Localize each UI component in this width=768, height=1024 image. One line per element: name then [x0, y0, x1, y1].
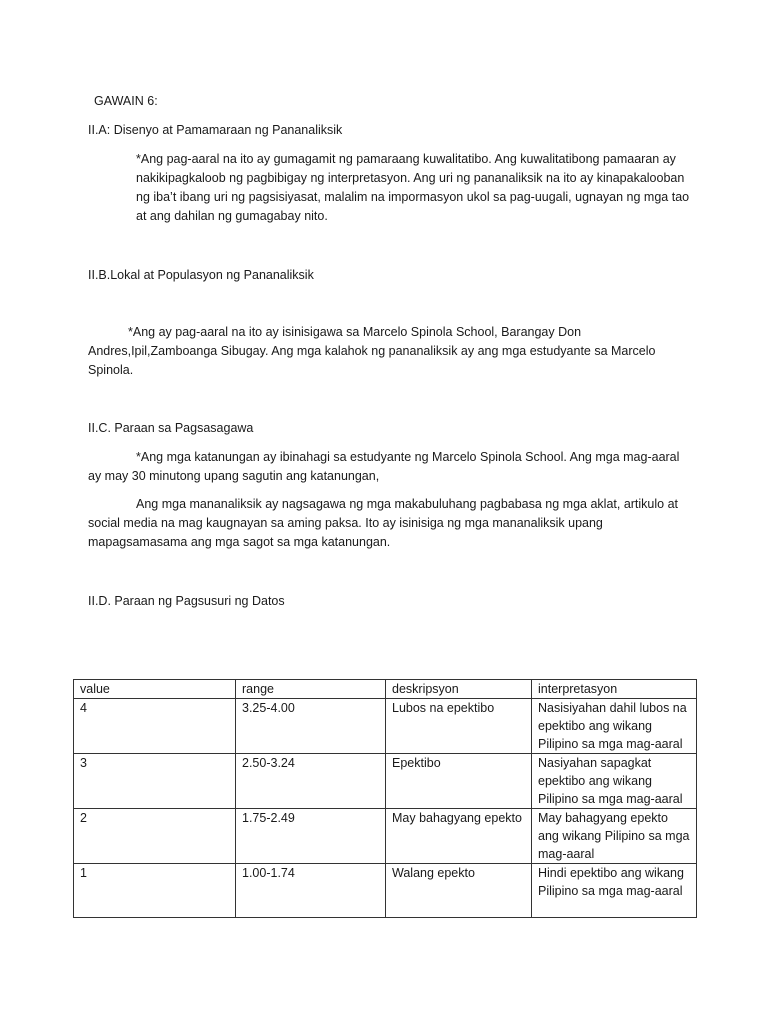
table-cell: Nasisiyahan dahil lubos na epektibo ang wikang Pilipino sa mga mag-aaral	[532, 699, 697, 754]
table-cell: May bahagyang epekto	[386, 809, 532, 864]
table-cell: Lubos na epektibo	[386, 699, 532, 754]
table-cell: 3	[74, 754, 236, 809]
section-heading-c: II.C. Paraan sa Pagsasagawa	[88, 421, 254, 435]
table-cell: May bahagyang epekto ang wikang Pilipino sa mga mag-aaral	[532, 809, 697, 864]
table-cell: Nasiyahan sapagkat epektibo ang wikang Pilipino sa mga mag-aaral	[532, 754, 697, 809]
page-title: GAWAIN 6:	[94, 94, 158, 108]
column-header: value	[74, 680, 236, 699]
table-cell: 1.00-1.74	[236, 864, 386, 918]
section-paragraph-b: *Ang ay pag-aaral na ito ay isinisigawa sa Marcelo Spinola School, Barangay Don Andres,Ipil,Zamboanga Sibugay. Ang mga kalahok ng pananaliksik ay ang mga estudyante sa Marcelo Spinola.	[88, 325, 656, 377]
table-header-row	[74, 680, 697, 699]
table-cell: 2.50-3.24	[236, 754, 386, 809]
section-paragraph-c1: *Ang mga katanungan ay ibinahagi sa estudyante ng Marcelo Spinola School. Ang mga mag-aaral ay may 30 minutong upang sagutin ang katanungan,	[88, 450, 680, 483]
table-cell: Hindi epektibo ang wikang Pilipino sa mga mag-aaral	[532, 864, 697, 918]
table-row	[74, 809, 697, 864]
table-cell: 4	[74, 699, 236, 754]
table-cell: 2	[74, 809, 236, 864]
table-cell: 1.75-2.49	[236, 809, 386, 864]
section-heading-d: II.D. Paraan ng Pagsusuri ng Datos	[88, 594, 285, 608]
table-row	[74, 864, 697, 918]
table-row	[74, 699, 697, 754]
rating-scale-table	[73, 679, 697, 918]
section-heading-b: II.B.Lokal at Populasyon ng Pananaliksik	[88, 268, 314, 282]
column-header: interpretasyon	[532, 680, 697, 699]
column-header: range	[236, 680, 386, 699]
table-cell: 3.25-4.00	[236, 699, 386, 754]
column-header: deskripsyon	[386, 680, 532, 699]
section-paragraph-a: *Ang pag-aaral na ito ay gumagamit ng pamaraang kuwalitatibo. Ang kuwalitatibong pamaaran ay nakikipagkaloob ng pagbibigay ng interpretasyon. Ang uri ng pananaliksik na ito ay kinapakalooban ng iba’t ibang uri ng pagsisiyasat, malalim na impormasyon ukol sa pag-uugali, ugnayan ng mga tao at ang dahilan ng gumagabay nito.	[136, 152, 690, 223]
table-cell: Epektibo	[386, 754, 532, 809]
table-cell: 1	[74, 864, 236, 918]
table-row	[74, 754, 697, 809]
table-cell: Walang epekto	[386, 864, 532, 918]
section-heading-a: II.A: Disenyo at Pamamaraan ng Pananaliksik	[88, 123, 343, 137]
section-paragraph-c2: Ang mga mananaliksik ay nagsagawa ng mga makabuluhang pagbabasa ng mga aklat, artikulo at social media na mag kaugnayan sa aming paksa. Ito ay isinisiga ng mga mananaliksik upang mapagsamasama ang mga sagot sa mga katanungan.	[88, 497, 679, 549]
